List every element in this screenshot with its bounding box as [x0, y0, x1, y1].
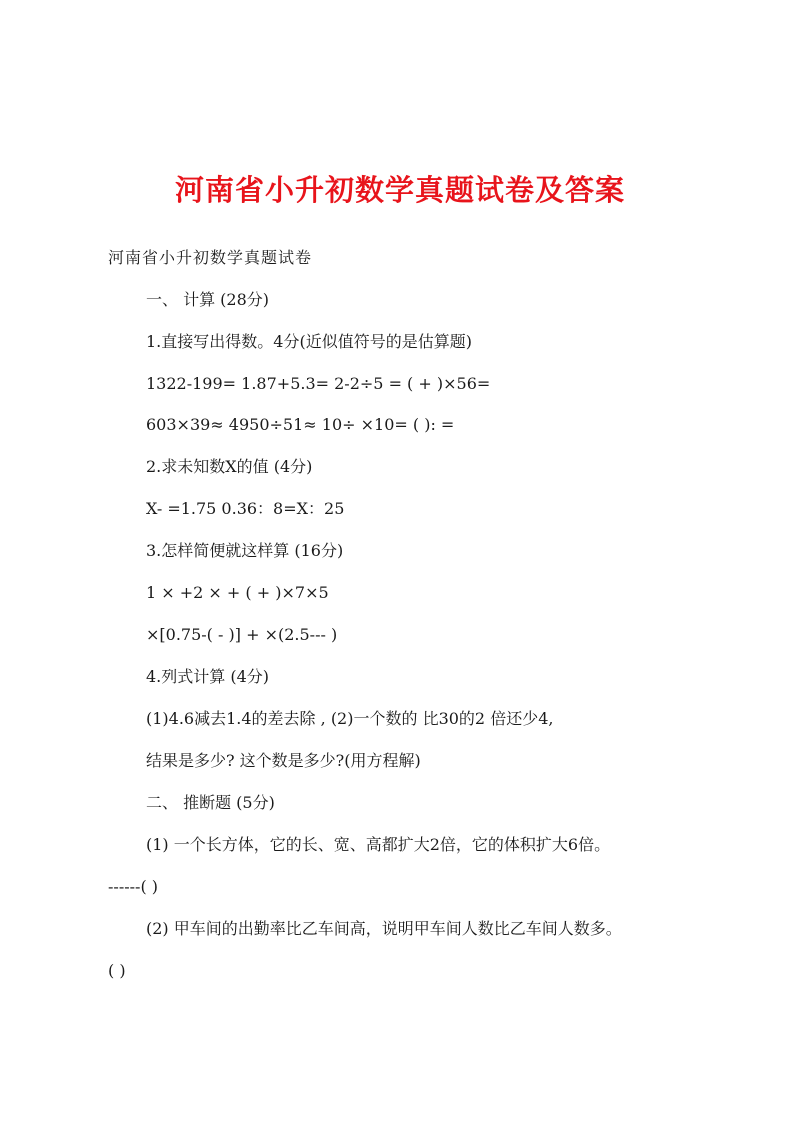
- expression-line-1: (1)4.6减去1.4的差去除 , (2)一个数的 比30的2 倍还少4,: [146, 709, 554, 728]
- simplify-line-2: ×[0.75-( - )] + ×(2.5--- ): [146, 625, 338, 644]
- judgement-item-1: (1) 一个长方体，它的长、宽、高都扩大2倍，它的体积扩大6倍。: [146, 835, 611, 854]
- question-direct-results: 1.直接写出得数。4分(近似值符号的是估算题): [146, 332, 472, 351]
- expression-line-2: 结果是多少? 这个数是多少?(用方程解): [146, 751, 421, 770]
- equation-line: X- =1.75 0.36：8=X：25: [146, 499, 345, 518]
- document-subtitle: 河南省小升初数学真题试卷: [108, 248, 313, 267]
- arithmetic-line-2: 603×39≈ 4950÷51≈ 10÷ ×10= ( ): =: [146, 415, 455, 434]
- section-heading-judgement: 二、 推断题 (5分): [146, 793, 275, 812]
- document-title: 河南省小升初数学真题试卷及答案: [174, 173, 625, 207]
- simplify-line-1: 1 × +2 × + ( + )×7×5: [146, 583, 329, 602]
- question-solve-x: 2.求未知数X的值 (4分): [146, 457, 313, 476]
- section-heading-calculation: 一、 计算 (28分): [146, 290, 270, 309]
- judgement-item-2-answer: ( ): [108, 961, 126, 980]
- arithmetic-line-1: 1322-199= 1.87+5.3= 2-2÷5 = ( + )×56=: [146, 374, 491, 393]
- question-expression: 4.列式计算 (4分): [146, 667, 270, 686]
- judgement-item-2: (2) 甲车间的出勤率比乙车间高，说明甲车间人数比乙车间人数多。: [146, 919, 622, 938]
- question-simplify: 3.怎样简便就这样算 (16分): [146, 541, 344, 560]
- judgement-item-1-answer: ------( ): [108, 877, 159, 896]
